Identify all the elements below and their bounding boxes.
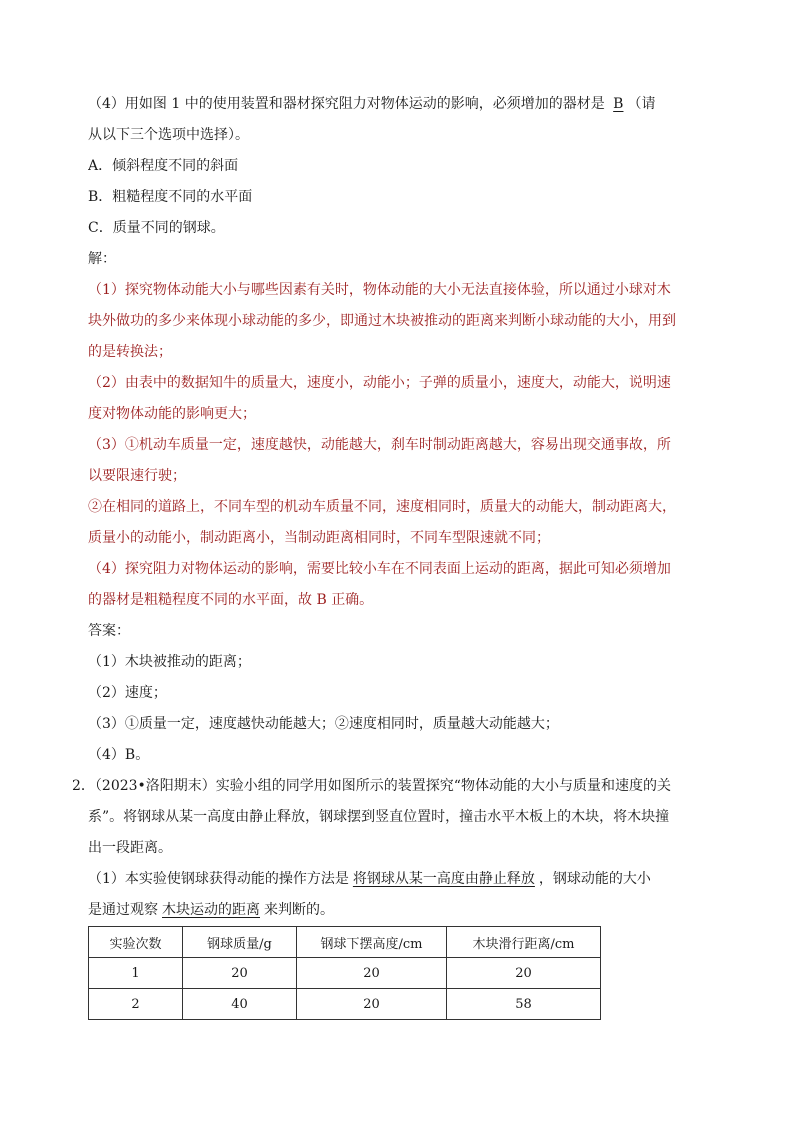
q4-stem-line2: 从以下三个选项中选择）。 <box>88 127 249 143</box>
table-cell: 40 <box>183 989 297 1020</box>
table-cell: 58 <box>447 989 601 1020</box>
solution-heading: 解： <box>88 251 116 267</box>
q4-option-c: C．质量不同的钢球。 <box>88 220 225 236</box>
q2-sub1-line2: 是通过观察 木块运动的距离 来判断的。 <box>88 902 334 918</box>
answer-line: （3）①质量一定，速度越快动能越大；②速度相同时，质量越大动能越大； <box>88 716 559 732</box>
table-cell: 20 <box>447 958 601 989</box>
experiment-table <box>88 926 601 1020</box>
q2-sub1-line1: （1）本实验使钢球获得动能的操作方法是 将钢球从某一高度由静止释放 ，钢球动能的大小 <box>88 871 651 887</box>
table-header-cell: 木块滑行距离/cm <box>447 927 601 958</box>
table-header-cell: 实验次数 <box>89 927 183 958</box>
solution-line: 度对物体动能的影响更大； <box>88 406 256 422</box>
solution-line: 的是转换法； <box>88 344 172 360</box>
q2-line2: 系”。将钢球从某一高度由静止释放，钢球摆到竖直位置时，撞击水平木板上的木块，将木块撞 <box>88 809 670 825</box>
q4-stem-line1: （4）用如图 1 中的使用装置和器材探究阻力对物体运动的影响，必须增加的器材是 B （请 <box>88 96 656 112</box>
q4-option-b: B．粗糙程度不同的水平面 <box>88 189 253 205</box>
q2-number: 2． <box>72 778 95 794</box>
table-cell: 20 <box>183 958 297 989</box>
solution-line: （4）探究阻力对物体运动的影响，需要比较小车在不同表面上运动的距离，据此可知必须增加 <box>88 561 671 577</box>
table-row <box>89 989 601 1020</box>
solution-line: （3）①机动车质量一定，速度越快，动能越大，刹车时制动距离越大，容易出现交通事故，所 <box>88 437 671 453</box>
table-cell: 20 <box>297 958 447 989</box>
q4-option-a: A．倾斜程度不同的斜面 <box>88 158 239 174</box>
answer-line: （1）木块被推动的距离； <box>88 654 251 670</box>
solution-line: 的器材是粗糙程度不同的水平面，故 B 正确。 <box>88 592 374 608</box>
q2-answer-blank-2: 木块运动的距离 <box>162 902 260 918</box>
answer-heading: 答案： <box>88 623 130 639</box>
q2-line3: 出一段距离。 <box>88 840 172 856</box>
solution-line: 以要限速行驶； <box>88 468 186 484</box>
table-header-cell: 钢球下摆高度/cm <box>297 927 447 958</box>
solution-line: ②在相同的道路上，不同车型的机动车质量不同，速度相同时，质量大的动能大，制动距离大， <box>88 499 676 515</box>
answer-line: （4）B。 <box>88 747 150 763</box>
table-cell: 2 <box>89 989 183 1020</box>
answer-line: （2）速度； <box>88 685 167 701</box>
table-header-cell: 钢球质量/g <box>183 927 297 958</box>
solution-line: （1）探究物体动能大小与哪些因素有关时，物体动能的大小无法直接体验，所以通过小球对木 <box>88 282 671 298</box>
table-row <box>89 958 601 989</box>
table-cell: 1 <box>89 958 183 989</box>
solution-line: 块外做功的多少来体现小球动能的多少，即通过木块被推动的距离来判断小球动能的大小，用到 <box>88 313 676 329</box>
q2-line1: 2．（2023•洛阳期末）实验小组的同学用如图所示的装置探究“物体动能的大小与质量和速度的关 <box>72 778 671 794</box>
solution-line: 质量小的动能小，制动距离小，当制动距离相同时，不同车型限速就不同； <box>88 530 550 546</box>
table-header-row <box>89 927 601 958</box>
table-cell: 20 <box>297 989 447 1020</box>
solution-line: （2）由表中的数据知牛的质量大，速度小，动能小；子弹的质量小，速度大，动能大，说明速 <box>88 375 671 391</box>
q4-answer-blank: B <box>613 96 624 112</box>
q2-answer-blank-1: 将钢球从某一高度由静止释放 <box>352 871 535 887</box>
